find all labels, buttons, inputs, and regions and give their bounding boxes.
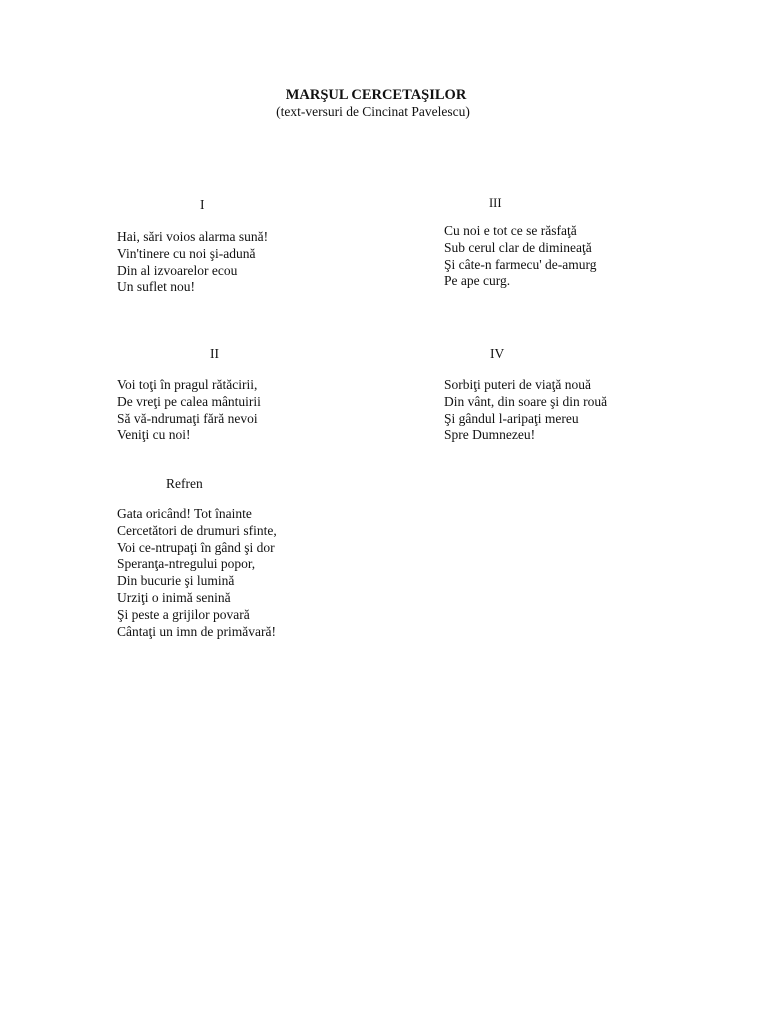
stanza-line: Să vă-ndrumaţi fără nevoi bbox=[117, 410, 258, 426]
stanza-1 bbox=[117, 229, 268, 296]
stanza-heading-4: IV bbox=[490, 346, 505, 361]
stanza-line: Cu noi e tot ce se răsfaţă bbox=[444, 223, 577, 238]
stanza-line: De vreţi pe calea mântuirii bbox=[117, 393, 261, 409]
refrain-line: Gata oricând! Tot înainte bbox=[117, 506, 252, 521]
stanza-line: Spre Dumnezeu! bbox=[444, 427, 536, 443]
stanza-line: Şi gândul l-aripaţi mereu bbox=[444, 410, 579, 426]
poem-subtitle: (text-versuri de Cincinat Pavelescu) bbox=[276, 104, 470, 119]
refrain-line: Cercetători de drumuri sfinte, bbox=[117, 522, 277, 538]
stanza-line: Sub cerul clar de dimineaţă bbox=[444, 239, 592, 255]
stanza-line: Veniţi cu noi! bbox=[117, 427, 191, 443]
refrain-line: Din bucurie şi lumină bbox=[117, 573, 235, 589]
stanza-line: Voi toţi în pragul rătăcirii, bbox=[117, 377, 258, 392]
stanza-line: Din al izvoarelor ecou bbox=[117, 262, 238, 278]
refrain-line: Voi ce-ntrupaţi în gând şi dor bbox=[117, 539, 275, 555]
poem-title: MARŞUL CERCETAŞILOR bbox=[285, 87, 467, 103]
stanza-line: Din vânt, din soare şi din rouă bbox=[444, 393, 608, 409]
refrain bbox=[117, 506, 277, 640]
stanza-line: Pe ape curg. bbox=[444, 273, 511, 289]
refrain-line: Cântaţi un imn de primăvară! bbox=[117, 623, 276, 639]
stanza-line: Un suflet nou! bbox=[117, 279, 195, 295]
refrain-heading: Refren bbox=[166, 476, 203, 491]
stanza-heading-2: II bbox=[210, 346, 219, 361]
refrain-line: Urziţi o inimă senină bbox=[117, 589, 231, 605]
stanza-line: Şi câte-n farmecu' de-amurg bbox=[444, 256, 597, 272]
stanza-line: Hai, sări voios alarma sună! bbox=[117, 229, 269, 244]
stanza-heading-1: I bbox=[200, 197, 205, 212]
stanza-2 bbox=[117, 377, 261, 444]
stanza-4 bbox=[444, 377, 607, 444]
refrain-line: Şi peste a grijilor povară bbox=[117, 606, 250, 622]
stanza-line: Sorbiţi puteri de viaţă nouă bbox=[444, 377, 591, 392]
stanza-line: Vin'tinere cu noi şi-adună bbox=[117, 245, 256, 261]
stanza-heading-3: III bbox=[489, 196, 502, 210]
refrain-line: Speranţa-ntregului popor, bbox=[117, 556, 256, 572]
stanza-3 bbox=[444, 223, 597, 290]
